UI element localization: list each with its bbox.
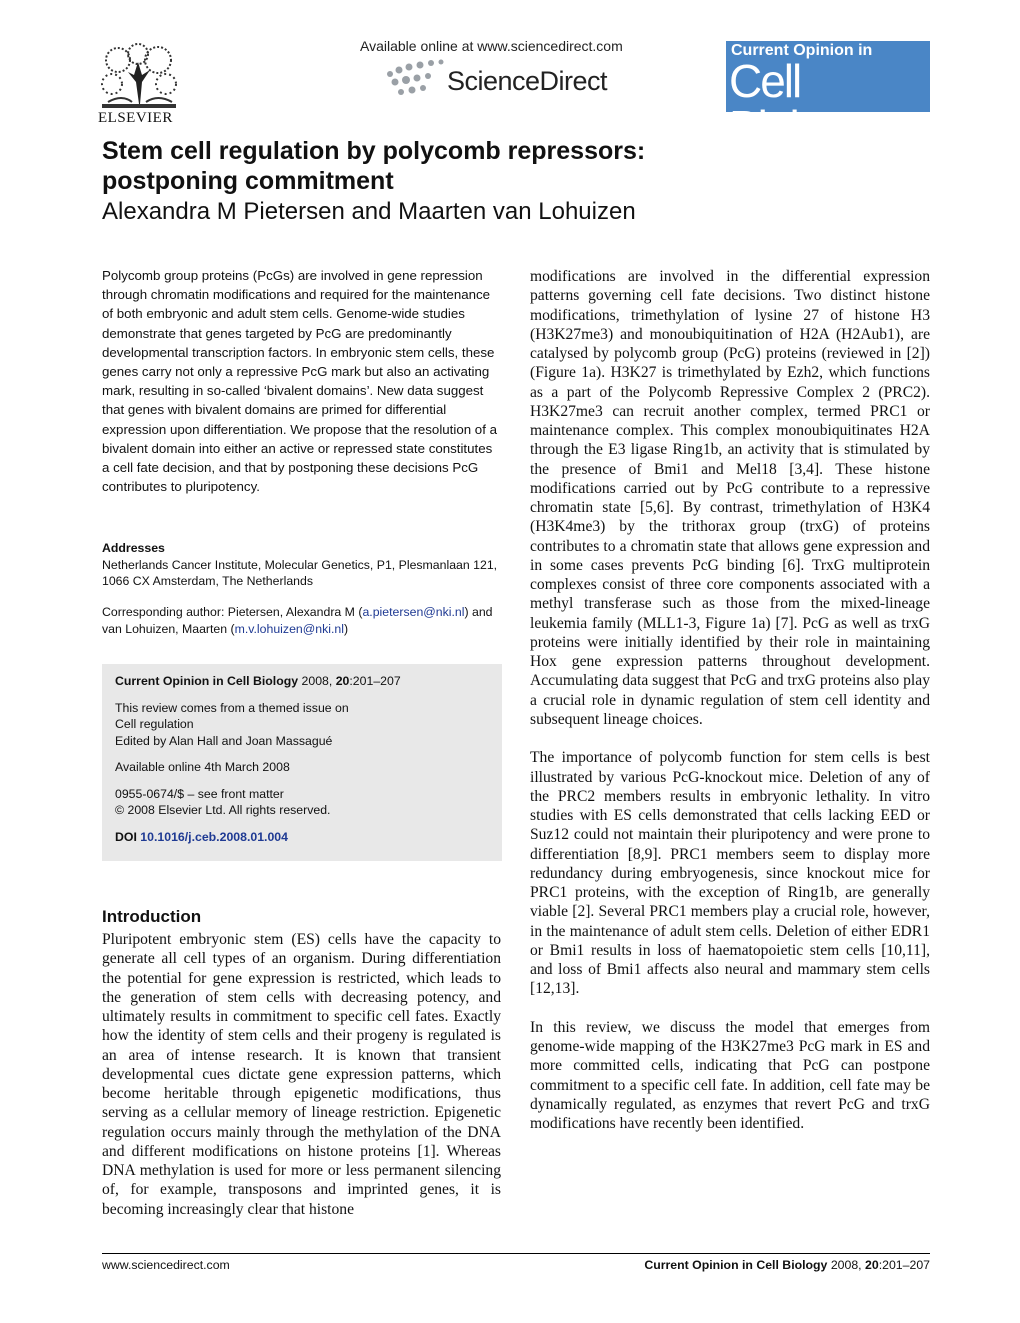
footer-year: 2008, (827, 1258, 866, 1272)
corresponding-prefix: Corresponding author: Pietersen, Alexandra M ( (102, 605, 363, 619)
footer-journal: Current Opinion in Cell Biology (644, 1258, 828, 1272)
addresses (102, 540, 502, 590)
corresponding-author (102, 604, 502, 637)
introduction-heading: Introduction (102, 907, 202, 926)
infobox-volume: 20 (335, 674, 350, 688)
footer-website[interactable]: www.sciencedirect.com (102, 1258, 230, 1272)
title-line-1: Stem cell regulation by polycomb repressors: (102, 137, 646, 165)
right-column-text (530, 267, 930, 1133)
journal-logo-line1: Current Opinion in (731, 42, 873, 59)
infobox-theme-3: Edited by Alan Hall and Joan Massagué (115, 733, 333, 748)
infobox-citation (115, 673, 495, 690)
email-link-pietersen[interactable]: a.pietersen@nki.nl (362, 605, 465, 619)
corresponding-suffix: ) (343, 621, 349, 636)
body-paragraph-3: In this review, we discuss the model that emerges from genome-wide mapping of the H3K27me3 PcG mark in ES and more committed cells, indicating that PcG can postpone commitment to a specific cell fate. In addition, cell fate may be dynamically regulated, as enzymes that revert PcG and trxG modifications have recently been identified. (530, 1018, 930, 1132)
infobox-year: 2008, (298, 674, 336, 688)
footer-divider (102, 1253, 930, 1254)
corresponding-mid: ) and van Lohuizen, Maarten ( (102, 605, 493, 636)
infobox-theme-1: This review comes from a themed issue on (115, 700, 349, 715)
article-info-box (102, 664, 502, 861)
journal-logo-line2: Cell Biology (729, 55, 866, 153)
sciencedirect-wordmark: ScienceDirect (447, 66, 608, 96)
available-online-text[interactable]: Available online at www.sciencedirect.com (360, 38, 623, 54)
infobox-issn: 0955-0674/$ – see front matter (115, 786, 284, 801)
introduction-text (102, 930, 501, 1219)
body-paragraph-1: modifications are involved in the differential expression patterns governing cell fate decisions. Two distinct histone modifications, trimethylation of lysine 27 of histone H3 (H3K27me3) and monoubiquitination of H2A (H2Aub1), are catalysed by polycomb group (PcG) proteins (reviewed in [2]) (Figure 1a). H3K27 is trimethylated by Ezh2, which functions as a part of the Polycomb Repressive Complex 2 (PRC2). H3K27me3 can recruit another complex, termed PRC1 or maintenance complex. This complex monoubiquitinates H2A through the E3 ligase Ring1b, an activity that is stimulated by the presence of Bmi1 and Mel18 [3,4]. These histone modifications carried out by PcG contribute to a repressive chromatin state [5,6]. By contrast, trimethylation of H3K4 (H3K4me3) by the trithorax group (trxG) of proteins contributes to a chromatin state that allows gene expression and in some cases prevents PcG binding [6]. TrxG multiprotein complexes consist of three core components associated with a methyl transferase such as those from the mixed-lineage leukemia family (MLL1-3, Figure 1a) [7]. PcG as well as trxG proteins were initially identified by their role in maintaining Hox gene expression patterns throughout development. Accumulating data suggest that PcG and trxG proteins also play a crucial role in dynamic regulation of stem cell identity and subsequent lineage choices. (530, 268, 930, 728)
article-authors: Alexandra M Pietersen and Maarten van Lohuizen (102, 198, 636, 225)
footer-citation (644, 1258, 930, 1272)
doi-link[interactable]: 10.1016/j.ceb.2008.01.004 (140, 829, 288, 844)
infobox-journal: Current Opinion in Cell Biology (115, 674, 299, 688)
footer-volume: 20 (865, 1258, 879, 1272)
infobox-doi (115, 829, 495, 846)
infobox-available: Available online 4th March 2008 (115, 760, 290, 774)
article-title (102, 136, 802, 196)
addresses-heading: Addresses (102, 541, 165, 555)
journal-logo (726, 41, 930, 153)
addresses-text: Netherlands Cancer Institute, Molecular Genetics, P1, Plesmanlaan 121, 1066 CX Amsterdam, The Netherlands (102, 557, 498, 588)
body-paragraph-2: The importance of polycomb function for stem cells is best illustrated by various PcG-knockout mice. Deletion of any of the PRC2 members results in embryonic lethality. In vitro studies with ES cells demonstrated that cells lacking EED or Suz12 could not maintain their pluripotency and were prone to differentiation [8,9]. PRC1 members seem to display more redundancy during embryogenesis, since knockout mice for PRC1 proteins, with the exception of Ring1b, are generally viable [2]. Several PRC1 members play a crucial role, however, in the maintenance of adult stem cells. Deletion of either EDR1 or Bmi1 results in loss of haematopoietic stem cells [10,11], and loss of Bmi1 affects also neural and mammary stem cells [12,13]. (530, 749, 930, 998)
title-line-2: postponing commitment (102, 167, 394, 195)
abstract: Polycomb group proteins (PcGs) are involved in gene repression through chromatin modifications and required for the maintenance of both embryonic and adult stem cells. Genome-wide studies demonstrate that genes targeted by PcG are predominantly developmental transcription factors. In embryonic stem cells, these genes carry not only a repressive PcG mark but also an activating mark, resulting in so-called ‘bivalent domains’. New data suggest that genes with bivalent domains are primed for differential expression upon differentiation. We propose that the resolution of a bivalent domain into either an active or repressed state constitutes a cell fate decision, and that by postponing these decisions PcG contributes to pluripotency. (102, 268, 497, 495)
elsevier-wordmark: ELSEVIER (98, 110, 173, 126)
intro-paragraph: Pluripotent embryonic stem (ES) cells have the capacity to generate all cell types of an organism. During differentiation the potential for gene expression is restricted, which leads to the generation of stem cells with decreasing potency, and ultimately results in commitment to specific cell fates. Exactly how the identity of stem cells and their progeny is regulated is an area of intense research. It is known that transient developmental cues dictate gene expression patterns, which become heritable through epigenetic modifications, thus serving as a cellular memory of lineage restriction. Epigenetic regulation occurs mainly through the methylation of the DNA and different modifications on histone proteins [1]. Whereas DNA methylation is used for more or less permanent silencing of, for example, transposons and imprinted genes, it is becoming increasingly clear that histone (102, 931, 501, 1218)
email-link-vanlohuizen[interactable]: m.v.lohuizen@nki.nl (234, 621, 344, 636)
infobox-pages: :201–207 (349, 674, 401, 688)
infobox-copyright: © 2008 Elsevier Ltd. All rights reserved. (115, 803, 331, 817)
footer-pages: :201–207 (878, 1258, 930, 1272)
infobox-theme-2: Cell regulation (115, 717, 194, 731)
doi-label: DOI (115, 829, 137, 844)
